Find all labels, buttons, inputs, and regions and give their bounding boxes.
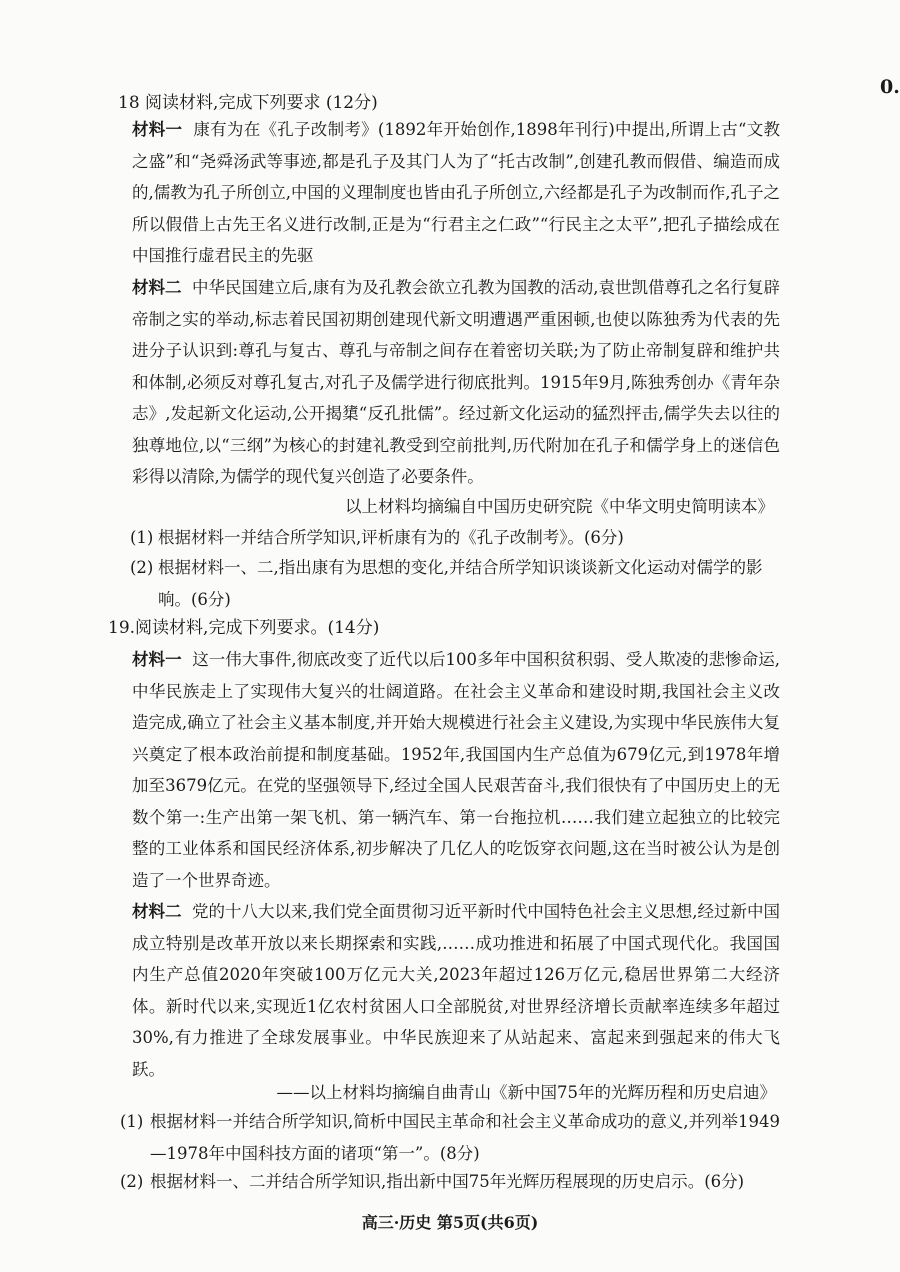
q18-source: 以上材料均摘编自中国历史研究院《中华文明史简明读本》 — [345, 497, 774, 516]
q18-material-2 — [132, 272, 780, 493]
q19-sub-1 — [120, 1106, 780, 1170]
q19-m2-label: 材料二 — [132, 902, 182, 921]
corner-mark: 0. — [880, 76, 900, 98]
q19-sub1-text: 根据材料一并结合所学知识,简析中国民主革命和社会主义革命成功的意义,并列举1949—1978年中国科技方面的诸项“第一”。(8分) — [150, 1112, 780, 1163]
q19-sub2-text: 根据材料一、二并结合所学知识,指出新中国75年光辉历程展现的历史启示。(6分) — [150, 1172, 745, 1191]
q19-m1-label: 材料一 — [132, 650, 182, 669]
q18-sub1-num: (1) — [130, 528, 154, 547]
q19-material-1 — [132, 644, 780, 896]
q18-m1-text: 康有为在《孔子改制考》(1892年开始创作,1898年刊行)中提出,所谓上古“文教之盛”和“尧舜汤武等事迹,都是孔子及其门人为了“托古改制”,创建孔教而假借、编造而成的,儒教为孔子所创立,中国的义理制度也皆由孔子所创立,六经都是孔子为改制而作,孔子之所以假借上古先王名义进行改制,正是为“行君主之仁政”“行民主之太平”,把孔子描绘成在中国推行虚君民主的先驱 — [132, 120, 780, 265]
q18-sub2-num: (2) — [130, 558, 154, 577]
q19-m1-text: 这一伟大事件,彻底改变了近代以后100多年中国积贫积弱、受人欺凌的悲惨命运,中华民族走上了实现伟大复兴的壮阔道路。在社会主义革命和建设时期,我国社会主义改造完成,确立了社会主义基本制度,并开始大规模进行社会主义建设,为实现中华民族伟大复兴奠定了根本政治前提和制度基础。1952年,我国国内生产总值为679亿元,到1978年增加至3679亿元。在党的坚强领导下,经过全国人民艰苦奋斗,我们很快有了中国历史上的无数个第一:生产出第一架飞机、第一辆汽车、第一台拖拉机……我们建立起独立的比较完整的工业体系和国民经济体系,初步解决了几亿人的吃饭穿衣问题,这在当时被公认为是创造了一个世界奇迹。 — [132, 650, 781, 890]
q19-sub1-num: (1) — [120, 1112, 144, 1131]
q18-m2-label: 材料二 — [132, 278, 182, 297]
q19-sub2-num: (2) — [120, 1172, 144, 1191]
q18-sub2-text: 根据材料一、二,指出康有为思想的变化,并结合所学知识谈谈新文化运动对儒学的影响。(6分) — [158, 558, 763, 609]
page-footer: 高三·历史 第5页(共6页) — [361, 1213, 539, 1232]
q19-m2-text: 党的十八大以来,我们党全面贯彻习近平新时代中国特色社会主义思想,经过新中国成立特别是改革开放以来长期探索和实践,……成功推进和拓展了中国式现代化。我国国内生产总值2020年突破100万亿元大关,2023年超过126万亿元,稳居世界第二大经济体。新时代以来,实现近1亿农村贫困人口全部脱贫,对世界经济增长贡献率连续多年超过30%,有力推进了全球发展事业。中华民族迎来了从站起来、富起来到强起来的伟大飞跃。 — [132, 902, 780, 1079]
q19-heading: 19.阅读材料,完成下列要求。(14分) — [108, 618, 380, 638]
q18-sub-2 — [130, 552, 780, 616]
q18-m1-label: 材料一 — [132, 120, 183, 139]
q18-heading: 18 阅读材料,完成下列要求 (12分) — [118, 93, 378, 113]
q18-material-1 — [132, 114, 780, 272]
q18-sub-1 — [130, 522, 780, 554]
q18-m2-text: 中华民国建立后,康有为及孔教会欲立孔教为国教的活动,袁世凯借尊孔之名行复辟帝制之实的举动,标志着民国初期创建现代新文明遭遇严重困顿,也使以陈独秀为代表的先进分子认识到:尊孔与复古、尊孔与帝制之间存在着密切关联;为了防止帝制复辟和维护共和体制,必须反对尊孔复古,对孔子及儒学进行彻底批判。1915年9月,陈独秀创办《青年杂志》,发起新文化运动,公开揭橥“反孔批儒”。经过新文化运动的猛烈抨击,儒学失去以往的独尊地位,以“三纲”为核心的封建礼教受到空前批判,历代附加在孔子和儒学身上的迷信色彩得以清除,为儒学的现代复兴创造了必要条件。 — [132, 278, 780, 486]
q19-sub-2 — [120, 1166, 780, 1198]
q18-sub1-text: 根据材料一并结合所学知识,评析康有为的《孔子改制考》。(6分) — [158, 528, 624, 547]
q19-material-2 — [132, 896, 780, 1085]
q19-source: ——以上材料均摘编自曲青山《新中国75年的光辉历程和历史启迪》 — [276, 1083, 776, 1102]
